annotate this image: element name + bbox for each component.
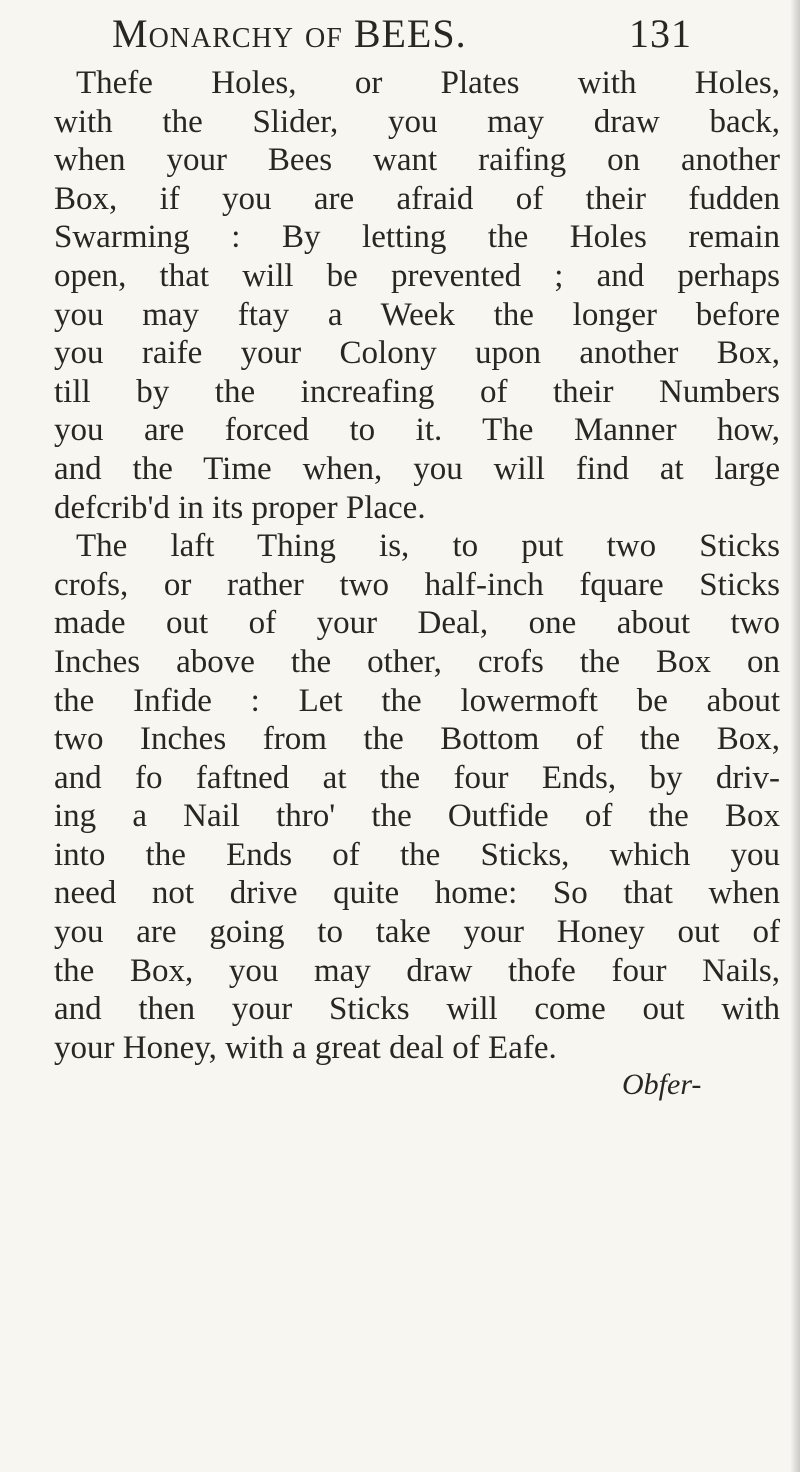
text-line: the Infide : Let the lowermoft be about xyxy=(54,682,780,719)
text-line: Inches above the other, crofs the Box on xyxy=(54,643,780,680)
text-line: till by the increafing of their Numbers xyxy=(54,373,780,410)
text-line: and fo faftned at the four Ends, by driv- xyxy=(54,759,780,796)
catchword: Obfer- xyxy=(622,1068,702,1101)
body-text xyxy=(54,64,780,1067)
text-line: you are going to take your Honey out of xyxy=(54,914,780,951)
text-line: two Inches from the Bottom of the Box, xyxy=(54,721,780,758)
text-line: Swarming : By letting the Holes remain xyxy=(54,219,780,256)
text-line: you raife your Colony upon another Box, xyxy=(54,335,780,372)
text-line: Thefe Holes, or Plates with Holes, xyxy=(76,65,780,101)
running-title: Monarchy of BEES. xyxy=(112,11,467,56)
text-line: when your Bees want raifing on another xyxy=(54,142,780,179)
text-line: and the Time when, you will find at large xyxy=(54,450,780,487)
text-line: you are forced to it. The Manner how, xyxy=(54,412,780,449)
text-line: Box, if you are afraid of their fudden xyxy=(54,180,780,217)
text-line: defcrib'd in its proper Place. xyxy=(54,489,426,526)
page-number: 131 xyxy=(629,11,692,56)
text-line: the Box, you may draw thofe four Nails, xyxy=(54,952,780,989)
text-line: made out of your Deal, one about two xyxy=(54,605,780,642)
text-line: and then your Sticks will come out with xyxy=(54,991,780,1028)
text-line: need not drive quite home: So that when xyxy=(54,875,780,912)
text-line: your Honey, with a great deal of Eafe. xyxy=(54,1029,557,1066)
page-header xyxy=(112,10,692,60)
text-line: into the Ends of the Sticks, which you xyxy=(54,836,780,873)
text-line: The laft Thing is, to put two Sticks xyxy=(76,528,780,565)
text-line: with the Slider, you may draw back, xyxy=(54,103,780,140)
text-line: crofs, or rather two half-inch fquare Sticks xyxy=(54,566,780,603)
text-line: open, that will be prevented ; and perhaps xyxy=(54,257,780,294)
text-line: you may ftay a Week the longer before xyxy=(54,296,780,333)
page-edge-shadow xyxy=(790,0,800,1472)
text-line: ing a Nail thro' the Outfide of the Box xyxy=(54,798,780,835)
